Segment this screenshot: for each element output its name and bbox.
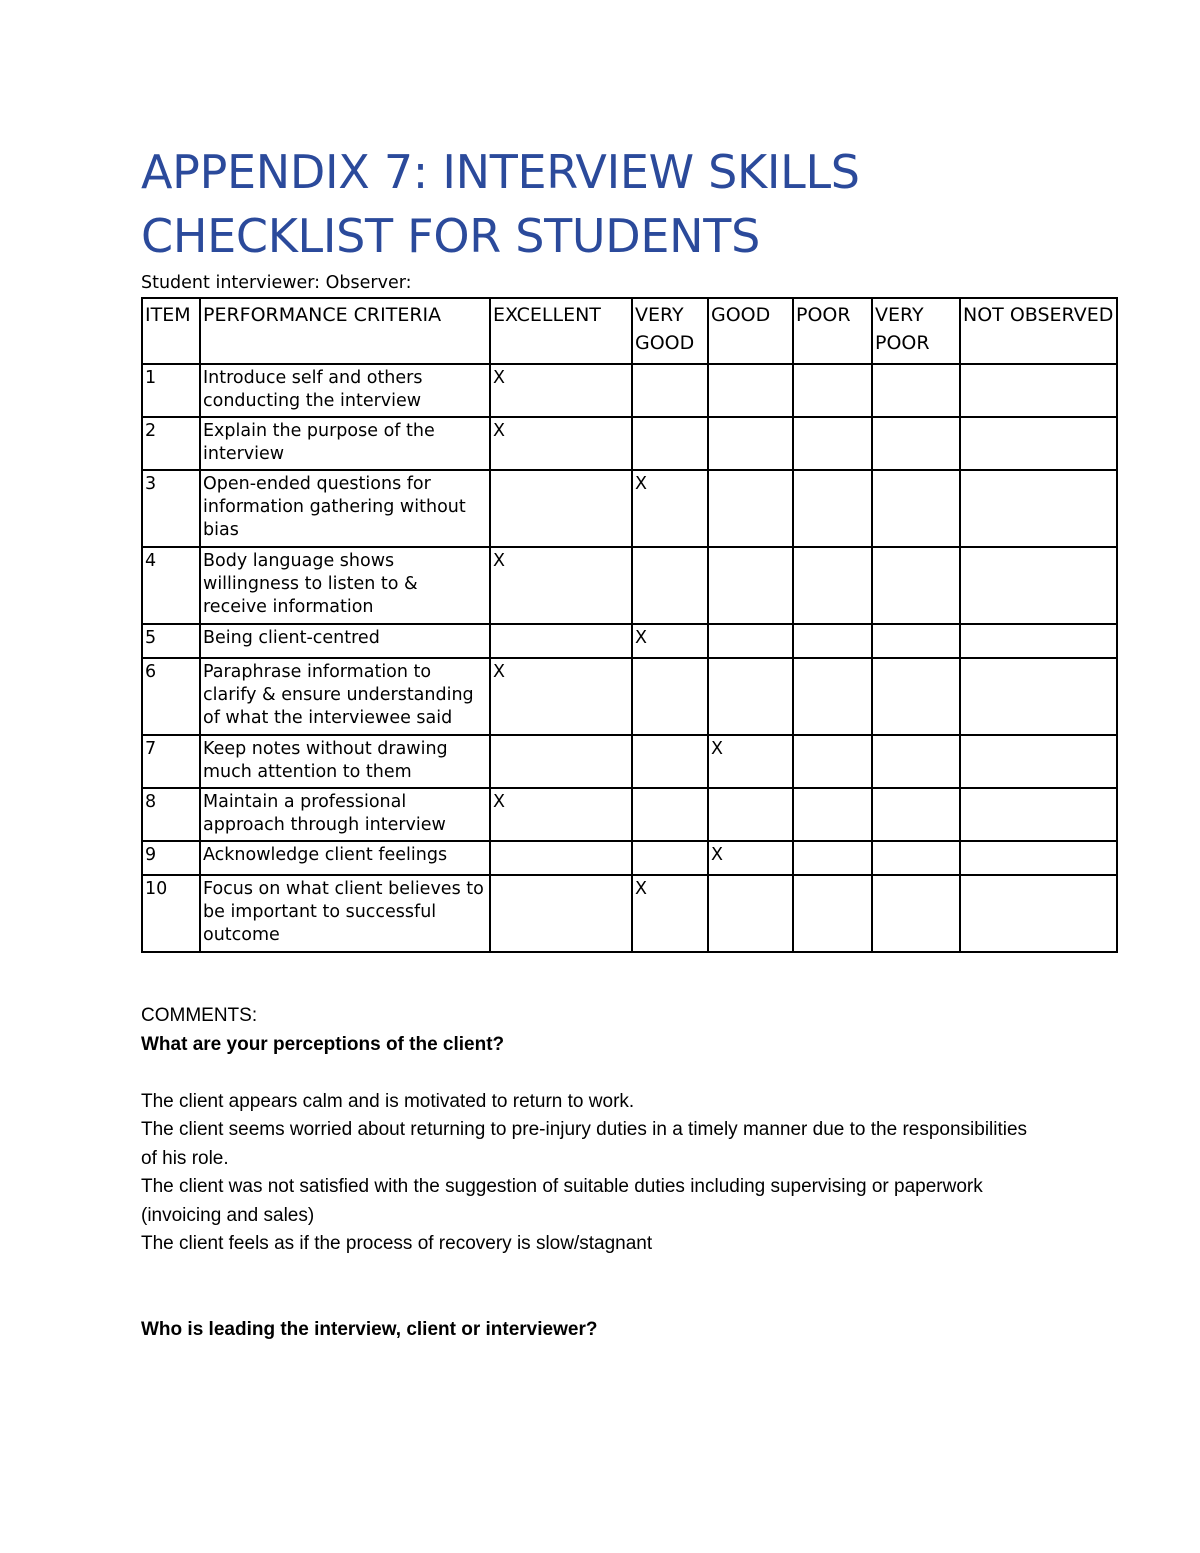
criteria-cell: Explain the purpose of the interview bbox=[200, 417, 490, 470]
criteria-cell: Paraphrase information to clarify & ensure understanding of what the interviewee said bbox=[200, 658, 490, 735]
good-cell bbox=[708, 875, 793, 952]
very-good-cell bbox=[632, 735, 708, 788]
page-title: APPENDIX 7: INTERVIEW SKILLS CHECKLIST FOR STUDENTS bbox=[141, 145, 860, 263]
excellent-cell bbox=[490, 470, 632, 547]
excellent-cell: X bbox=[490, 547, 632, 624]
comments-section bbox=[141, 1002, 1041, 1344]
very-good-cell bbox=[632, 841, 708, 875]
table-header-row bbox=[142, 298, 1117, 364]
excellent-cell bbox=[490, 735, 632, 788]
excellent-cell: X bbox=[490, 788, 632, 841]
table-row bbox=[142, 547, 1117, 624]
not-observed-cell bbox=[960, 547, 1117, 624]
header-item: ITEM bbox=[142, 298, 200, 364]
answer-line: The client was not satisfied with the suggestion of suitable duties including supervising or paperwork (invoicing and sales) bbox=[141, 1176, 983, 1226]
header-good: GOOD bbox=[708, 298, 793, 364]
very-poor-cell bbox=[872, 658, 960, 735]
excellent-cell: X bbox=[490, 364, 632, 417]
item-number: 10 bbox=[142, 875, 200, 952]
answer-line: The client seems worried about returning to pre-injury duties in a timely manner due to the responsibilities of his role. bbox=[141, 1119, 1028, 1169]
item-number: 7 bbox=[142, 735, 200, 788]
very-poor-cell bbox=[872, 735, 960, 788]
not-observed-cell bbox=[960, 875, 1117, 952]
header-very-good: VERY GOOD bbox=[632, 298, 708, 364]
criteria-cell: Keep notes without drawing much attention to them bbox=[200, 735, 490, 788]
very-good-cell bbox=[632, 417, 708, 470]
good-cell bbox=[708, 364, 793, 417]
excellent-cell: X bbox=[490, 658, 632, 735]
header-excellent: EXCELLENT bbox=[490, 298, 632, 364]
item-number: 6 bbox=[142, 658, 200, 735]
not-observed-cell bbox=[960, 417, 1117, 470]
poor-cell bbox=[793, 547, 872, 624]
poor-cell bbox=[793, 841, 872, 875]
very-good-cell bbox=[632, 788, 708, 841]
excellent-cell: X bbox=[490, 417, 632, 470]
header-not-observed: NOT OBSERVED bbox=[960, 298, 1117, 364]
header-performance-criteria: PERFORMANCE CRITERIA bbox=[200, 298, 490, 364]
table-row bbox=[142, 841, 1117, 875]
very-poor-cell bbox=[872, 875, 960, 952]
skills-checklist-table bbox=[141, 297, 1118, 953]
table-row bbox=[142, 788, 1117, 841]
not-observed-cell bbox=[960, 735, 1117, 788]
poor-cell bbox=[793, 624, 872, 658]
good-cell bbox=[708, 788, 793, 841]
item-number: 2 bbox=[142, 417, 200, 470]
criteria-cell: Open-ended questions for information gathering without bias bbox=[200, 470, 490, 547]
poor-cell bbox=[793, 735, 872, 788]
excellent-cell bbox=[490, 875, 632, 952]
item-number: 4 bbox=[142, 547, 200, 624]
criteria-cell: Acknowledge client feelings bbox=[200, 841, 490, 875]
not-observed-cell bbox=[960, 470, 1117, 547]
comments-label: COMMENTS: bbox=[141, 1005, 258, 1026]
good-cell bbox=[708, 417, 793, 470]
very-poor-cell bbox=[872, 547, 960, 624]
poor-cell bbox=[793, 788, 872, 841]
table-row bbox=[142, 470, 1117, 547]
good-cell bbox=[708, 658, 793, 735]
good-cell: X bbox=[708, 841, 793, 875]
very-good-cell bbox=[632, 364, 708, 417]
not-observed-cell bbox=[960, 788, 1117, 841]
table-row bbox=[142, 735, 1117, 788]
poor-cell bbox=[793, 875, 872, 952]
table-row bbox=[142, 875, 1117, 952]
not-observed-cell bbox=[960, 841, 1117, 875]
very-poor-cell bbox=[872, 364, 960, 417]
answer-line: The client appears calm and is motivated to return to work. bbox=[141, 1090, 635, 1112]
very-poor-cell bbox=[872, 470, 960, 547]
item-number: 5 bbox=[142, 624, 200, 658]
interviewer-observer-line: Student interviewer: Observer: bbox=[141, 273, 412, 293]
header-very-poor: VERY POOR bbox=[872, 298, 960, 364]
very-good-cell bbox=[632, 547, 708, 624]
excellent-cell bbox=[490, 624, 632, 658]
criteria-cell: Being client-centred bbox=[200, 624, 490, 658]
excellent-cell bbox=[490, 841, 632, 875]
good-cell bbox=[708, 547, 793, 624]
item-number: 8 bbox=[142, 788, 200, 841]
criteria-cell: Focus on what client believes to be important to successful outcome bbox=[200, 875, 490, 952]
very-poor-cell bbox=[872, 624, 960, 658]
very-poor-cell bbox=[872, 417, 960, 470]
table-row bbox=[142, 624, 1117, 658]
very-good-cell: X bbox=[632, 470, 708, 547]
not-observed-cell bbox=[960, 658, 1117, 735]
answer-line: The client feels as if the process of recovery is slow/stagnant bbox=[141, 1233, 653, 1254]
table-row bbox=[142, 364, 1117, 417]
item-number: 1 bbox=[142, 364, 200, 417]
question-perceptions: What are your perceptions of the client? bbox=[141, 1033, 505, 1055]
not-observed-cell bbox=[960, 364, 1117, 417]
good-cell: X bbox=[708, 735, 793, 788]
poor-cell bbox=[793, 658, 872, 735]
criteria-cell: Introduce self and others conducting the interview bbox=[200, 364, 490, 417]
item-number: 9 bbox=[142, 841, 200, 875]
table-row bbox=[142, 417, 1117, 470]
criteria-cell: Maintain a professional approach through interview bbox=[200, 788, 490, 841]
poor-cell bbox=[793, 364, 872, 417]
very-good-cell: X bbox=[632, 624, 708, 658]
header-poor: POOR bbox=[793, 298, 872, 364]
very-poor-cell bbox=[872, 788, 960, 841]
poor-cell bbox=[793, 417, 872, 470]
poor-cell bbox=[793, 470, 872, 547]
good-cell bbox=[708, 624, 793, 658]
very-poor-cell bbox=[872, 841, 960, 875]
very-good-cell: X bbox=[632, 875, 708, 952]
table-row bbox=[142, 658, 1117, 735]
very-good-cell bbox=[632, 658, 708, 735]
question-leading: Who is leading the interview, client or interviewer? bbox=[141, 1318, 598, 1340]
good-cell bbox=[708, 470, 793, 547]
item-number: 3 bbox=[142, 470, 200, 547]
not-observed-cell bbox=[960, 624, 1117, 658]
criteria-cell: Body language shows willingness to listen to & receive information bbox=[200, 547, 490, 624]
